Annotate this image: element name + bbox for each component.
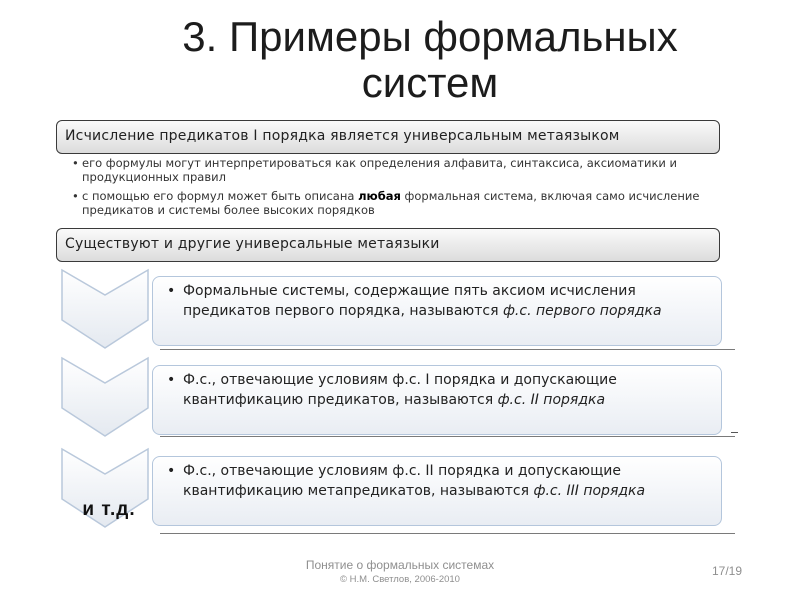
bullet-text-end: формальная система, включая само исчисление предикатов и системы более высоких порядков (82, 189, 700, 217)
slide-title: 3. Примеры формальных систем (182, 13, 678, 106)
footer-topic: Понятие о формальных системах (305, 558, 495, 572)
page-number: 17/19 (712, 564, 743, 578)
step-card-first-order (152, 276, 722, 346)
step-emphasis: ф.с. II порядка (497, 392, 606, 408)
step-text: Ф.с., отвечающие условиям ф.с. II порядка и допускающие квантификацию метапредикатов, называются (183, 463, 621, 499)
divider-line (160, 436, 735, 437)
chevron-step-1 (62, 270, 148, 348)
bullet-dot: • (167, 372, 176, 388)
divider-line (160, 533, 735, 534)
bullet-bold-word: любая (358, 189, 401, 203)
step-card-second-order (152, 365, 722, 435)
divider-tick (731, 432, 738, 433)
divider-line (160, 349, 735, 350)
step-emphasis: ф.с. первого порядка (502, 303, 662, 319)
section-header-other-metalanguages: Существуют и другие универсальные метаязыки (56, 228, 720, 262)
bullet-interpretation: • его формулы могут интерпретироваться как определения алфавита, синтаксиса, аксиоматики и продукционных правил (68, 156, 718, 184)
chevron-step-2 (62, 358, 148, 436)
step-text: Ф.с., отвечающие условиям ф.с. I порядка и допускающие квантификацию предикатов, называются (183, 372, 617, 408)
bullet-dot: • (167, 463, 176, 479)
bullet-dot: • (167, 283, 176, 299)
step-card-third-order (152, 456, 722, 526)
footer-copyright: © Н.М. Светлов, 2006-2010 (340, 574, 460, 585)
section-header-predicate-calculus: Исчисление предикатов I порядка является универсальным метаязыком (56, 120, 720, 154)
chevron-step-3-label: и т.д. (82, 499, 136, 520)
bullet-text-start: с помощью его формул может быть описана (82, 189, 359, 203)
step-emphasis: ф.с. III порядка (533, 483, 646, 499)
step-text: Формальные системы, содержащие пять аксиом исчисления предикатов первого порядка, называются (183, 283, 636, 319)
